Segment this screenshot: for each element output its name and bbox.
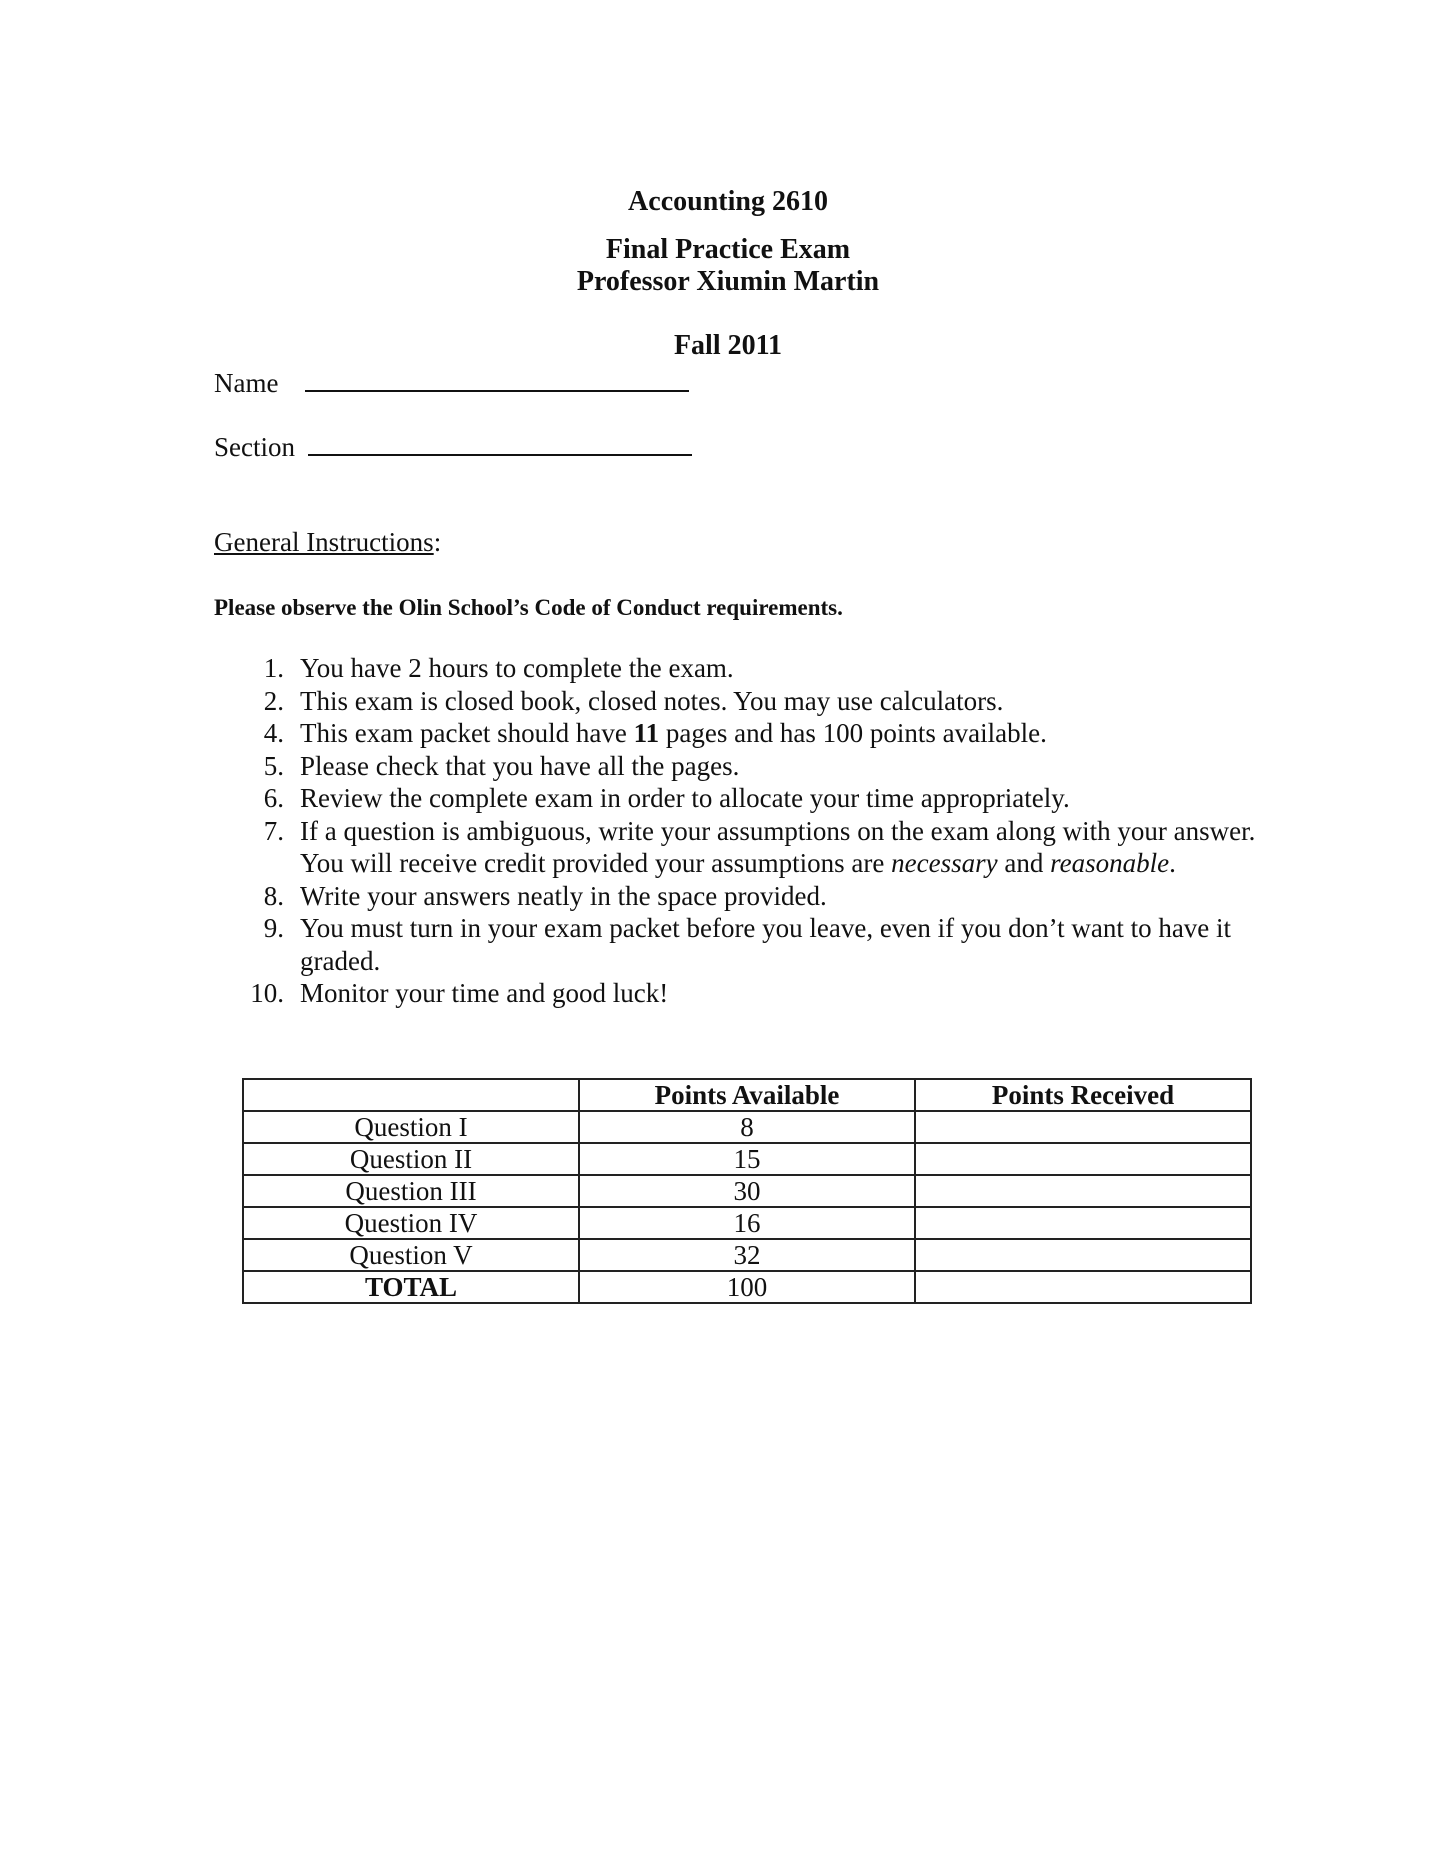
instructions-heading-text: General Instructions: [214, 527, 434, 557]
table-row: [243, 1111, 1251, 1143]
total-points-received: [915, 1271, 1251, 1303]
table-row: [243, 1175, 1251, 1207]
list-item-text-part: .: [1169, 848, 1176, 878]
points-received-cell: [915, 1239, 1251, 1271]
list-item-text: This exam is closed book, closed notes. You may use calculators.: [300, 685, 1004, 716]
score-table: [242, 1078, 1252, 1304]
list-item-number: 2.: [263, 685, 284, 716]
exam-term: Fall 2011: [673, 330, 783, 361]
section-label: Section: [214, 432, 295, 462]
total-label: TOTAL: [243, 1271, 579, 1303]
list-item-text: You have 2 hours to complete the exam.: [300, 653, 734, 683]
name-blank-line: [305, 364, 689, 392]
total-points-available: 100: [579, 1271, 915, 1303]
list-item-text-part: This exam packet should have: [300, 718, 634, 748]
list-item-number: 8.: [263, 880, 284, 911]
list-item-text: [300, 718, 1047, 748]
list-item: [240, 815, 1270, 880]
name-field: [214, 364, 689, 399]
question-label: Question IV: [243, 1207, 579, 1239]
question-label: Question III: [243, 1175, 579, 1207]
list-item-text-part: pages and has 100 points available.: [659, 718, 1047, 748]
points-received-cell: [915, 1111, 1251, 1143]
table-row-total: [243, 1271, 1251, 1303]
name-label: Name: [214, 368, 279, 398]
question-label: Question II: [243, 1143, 579, 1175]
list-item-number: 7.: [263, 815, 284, 846]
section-blank-line: [308, 428, 692, 456]
code-of-conduct-note: Please observe the Olin School’s Code of Conduct requirements.: [214, 595, 843, 620]
question-label: Question I: [243, 1111, 579, 1143]
general-instructions-heading: [214, 526, 441, 558]
table-header-points-received: Points Received: [915, 1079, 1251, 1111]
list-item-text-part: and: [997, 848, 1051, 878]
points-available-cell: 16: [579, 1207, 915, 1239]
table-row: [243, 1207, 1251, 1239]
list-item-number: 5.: [263, 750, 284, 781]
list-item-text: Write your answers neatly in the space provided.: [300, 880, 827, 911]
emphasis-necessary: necessary: [891, 848, 998, 878]
points-available-cell: 15: [579, 1143, 915, 1175]
list-item-text: Please check that you have all the pages.: [300, 750, 740, 781]
list-item-text: [300, 816, 1255, 879]
instructions-heading-colon: :: [433, 527, 442, 557]
list-item-text: Review the complete exam in order to allocate your time appropriately.: [300, 783, 1070, 813]
list-item: [240, 880, 1270, 913]
list-item: [240, 717, 1270, 750]
list-item: [240, 685, 1270, 718]
list-item: [240, 750, 1270, 783]
list-item-number: 9.: [263, 913, 284, 943]
points-received-cell: [915, 1207, 1251, 1239]
list-item-text: You must turn in your exam packet before you leave, even if you don’t want to have it graded.: [300, 913, 1232, 976]
table-row: [243, 1239, 1251, 1271]
list-item: [240, 912, 1270, 977]
professor-name: Professor Xiumin Martin: [576, 266, 880, 297]
table-row: [243, 1143, 1251, 1175]
points-available-cell: 8: [579, 1111, 915, 1143]
points-received-cell: [915, 1143, 1251, 1175]
points-available-cell: 32: [579, 1239, 915, 1271]
table-header-blank: [243, 1079, 579, 1111]
list-item-number: 6.: [263, 783, 284, 813]
points-received-cell: [915, 1175, 1251, 1207]
list-item-text: Monitor your time and good luck!: [300, 978, 669, 1008]
exam-title: Final Practice Exam: [605, 234, 851, 265]
section-field: [214, 428, 692, 463]
course-title: Accounting 2610: [628, 186, 828, 217]
list-item-number: 10.: [250, 978, 284, 1008]
list-item-text-part: If a question is ambiguous, write your assumptions on the exam along with your answer. You will receive credit provided your assumptions are: [300, 815, 1256, 878]
list-item-number: 4.: [263, 718, 284, 748]
page-count-bold: 11: [633, 718, 660, 748]
points-available-cell: 30: [579, 1175, 915, 1207]
table-header-row: [243, 1079, 1251, 1111]
list-item: [240, 977, 1270, 1010]
list-item-number: 1.: [263, 653, 284, 683]
list-item: [240, 652, 1270, 685]
instructions-list: [240, 652, 1270, 1010]
list-item: [240, 782, 1270, 815]
table-header-points-available: Points Available: [579, 1079, 915, 1111]
emphasis-reasonable: reasonable: [1050, 848, 1170, 878]
question-label: Question V: [243, 1239, 579, 1271]
